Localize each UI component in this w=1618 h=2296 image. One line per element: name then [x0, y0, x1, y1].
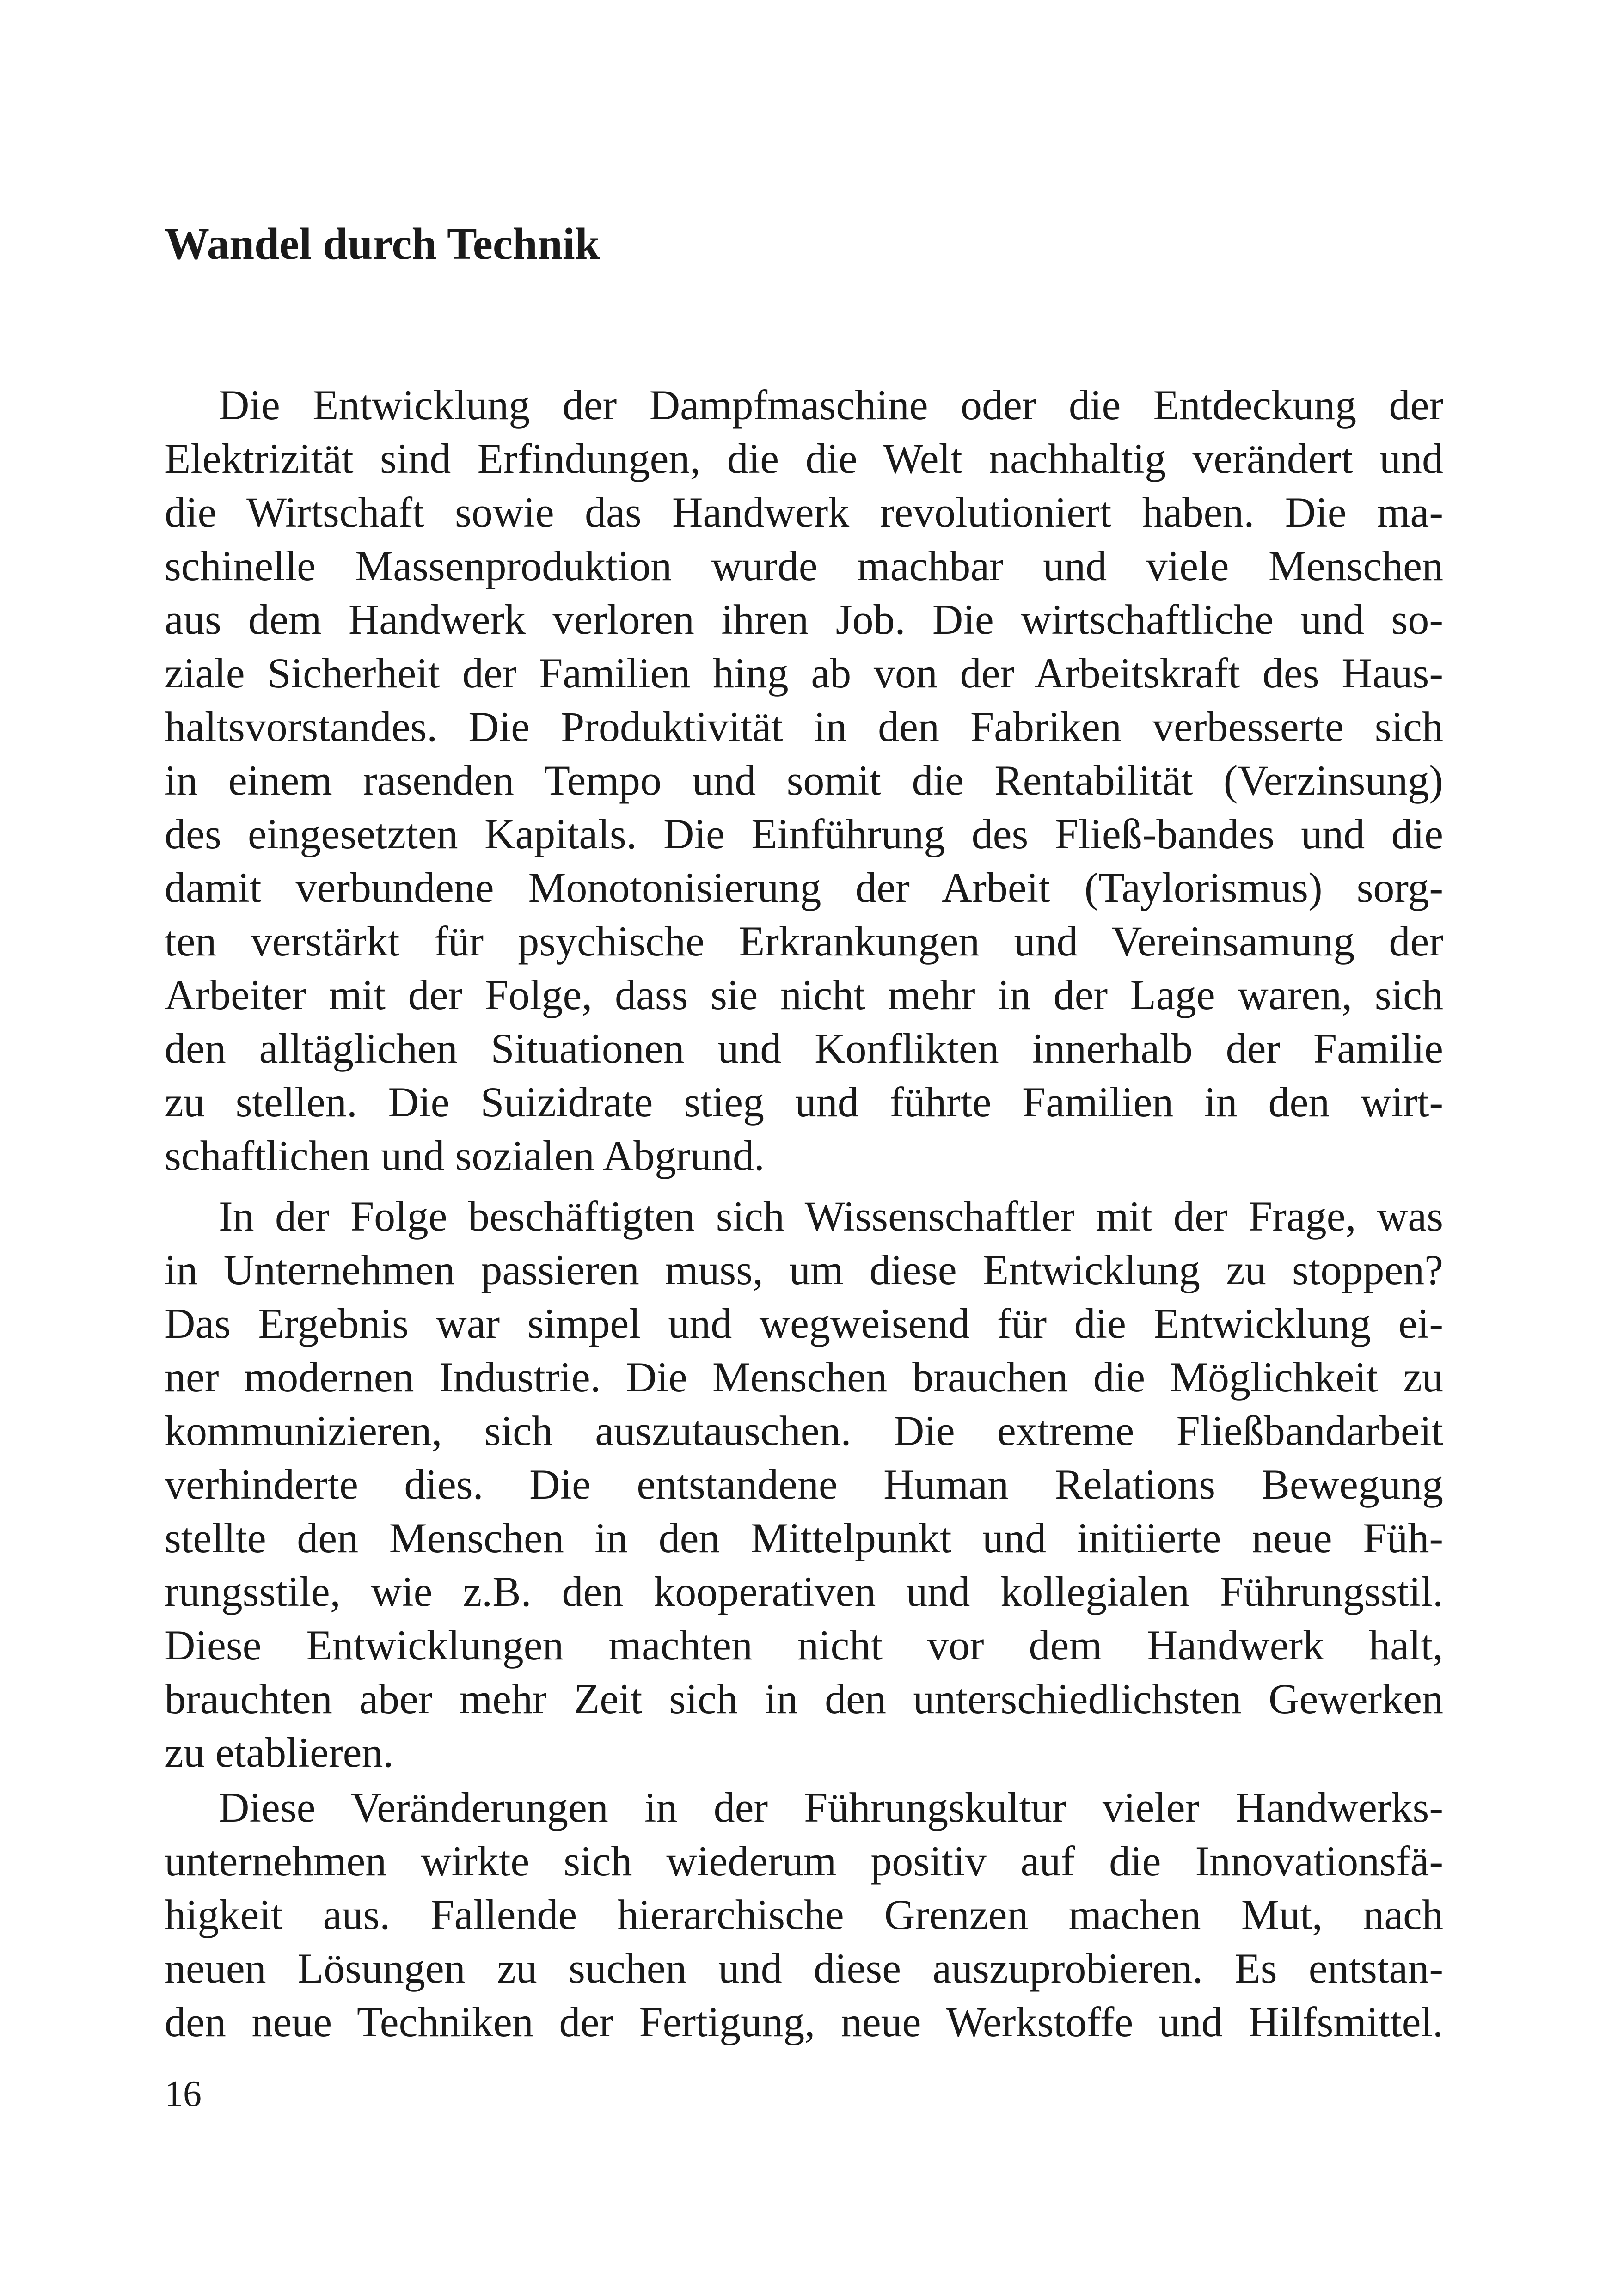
text-line: den alltäglichen Situationen und Konflikten innerhalb der Familie [165, 1025, 1443, 1072]
text-line: Die Entwicklung der Dampfmaschine oder die Entdeckung der [219, 381, 1443, 429]
text-line: brauchten aber mehr Zeit sich in den unterschiedlichsten Gewerken [165, 1675, 1443, 1722]
text-line: Das Ergebnis war simpel und wegweisend für die Entwicklung ei- [165, 1300, 1443, 1347]
paragraph-1 [165, 378, 1443, 1182]
page-number: 16 [165, 2074, 202, 2114]
text-line: die Wirtschaft sowie das Handwerk revolutioniert haben. Die ma- [165, 489, 1443, 536]
text-line: aus dem Handwerk verloren ihren Job. Die wirtschaftliche und so- [165, 596, 1443, 643]
text-line: in Unternehmen passieren muss, um diese Entwicklung zu stoppen? [165, 1246, 1443, 1293]
text-line: des eingesetzten Kapitals. Die Einführung des Fließ-bandes und die [165, 810, 1443, 857]
text-line: Elektrizität sind Erfindungen, die die Welt nachhaltig verändert und [165, 435, 1443, 482]
text-line: kommunizieren, sich auszutauschen. Die extreme Fließbandarbeit [165, 1407, 1443, 1454]
text-line: zu stellen. Die Suizidrate stieg und führte Familien in den wirt- [165, 1078, 1443, 1126]
text-line: Diese Entwicklungen machten nicht vor dem Handwerk halt, [165, 1622, 1443, 1669]
text-line: in einem rasenden Tempo und somit die Rentabilität (Verzinsung) [165, 757, 1443, 804]
text-line: Diese Veränderungen in der Führungskultur vieler Handwerks- [219, 1784, 1443, 1831]
text-line: higkeit aus. Fallende hierarchische Grenzen machen Mut, nach [165, 1891, 1443, 1938]
text-line: schaftlichen und sozialen Abgrund. [165, 1132, 765, 1179]
paragraph-3 [165, 1781, 1443, 2049]
text-line: stellte den Menschen in den Mittelpunkt und initiierte neue Füh- [165, 1514, 1443, 1561]
text-line: ner modernen Industrie. Die Menschen brauchen die Möglichkeit zu [165, 1353, 1443, 1401]
text-line: neuen Lösungen zu suchen und diese auszuprobieren. Es entstan- [165, 1945, 1443, 1992]
text-line: unternehmen wirkte sich wiederum positiv auf die Innovationsfä- [165, 1837, 1443, 1885]
text-line: zu etablieren. [165, 1729, 394, 1776]
paragraph-2 [165, 1189, 1443, 1779]
text-line: verhinderte dies. Die entstandene Human Relations Bewegung [165, 1461, 1443, 1508]
page-title: Wandel durch Technik [165, 219, 600, 269]
text-line: ziale Sicherheit der Familien hing ab von der Arbeitskraft des Haus- [165, 649, 1443, 697]
text-line: In der Folge beschäftigten sich Wissenschaftler mit der Frage, was [219, 1193, 1443, 1240]
text-line: schinelle Massenproduktion wurde machbar und viele Menschen [165, 542, 1443, 589]
text-line: damit verbundene Monotonisierung der Arbeit (Taylorismus) sorg- [165, 864, 1443, 911]
text-line: rungsstile, wie z.B. den kooperativen und kollegialen Führungsstil. [165, 1568, 1443, 1615]
text-line: haltsvorstandes. Die Produktivität in den Fabriken verbesserte sich [165, 703, 1443, 750]
text-line: den neue Techniken der Fertigung, neue Werkstoffe und Hilfsmittel. [165, 1998, 1443, 2045]
text-line: Arbeiter mit der Folge, dass sie nicht mehr in der Lage waren, sich [165, 971, 1443, 1018]
text-line: ten verstärkt für psychische Erkrankungen und Vereinsamung der [165, 918, 1443, 965]
